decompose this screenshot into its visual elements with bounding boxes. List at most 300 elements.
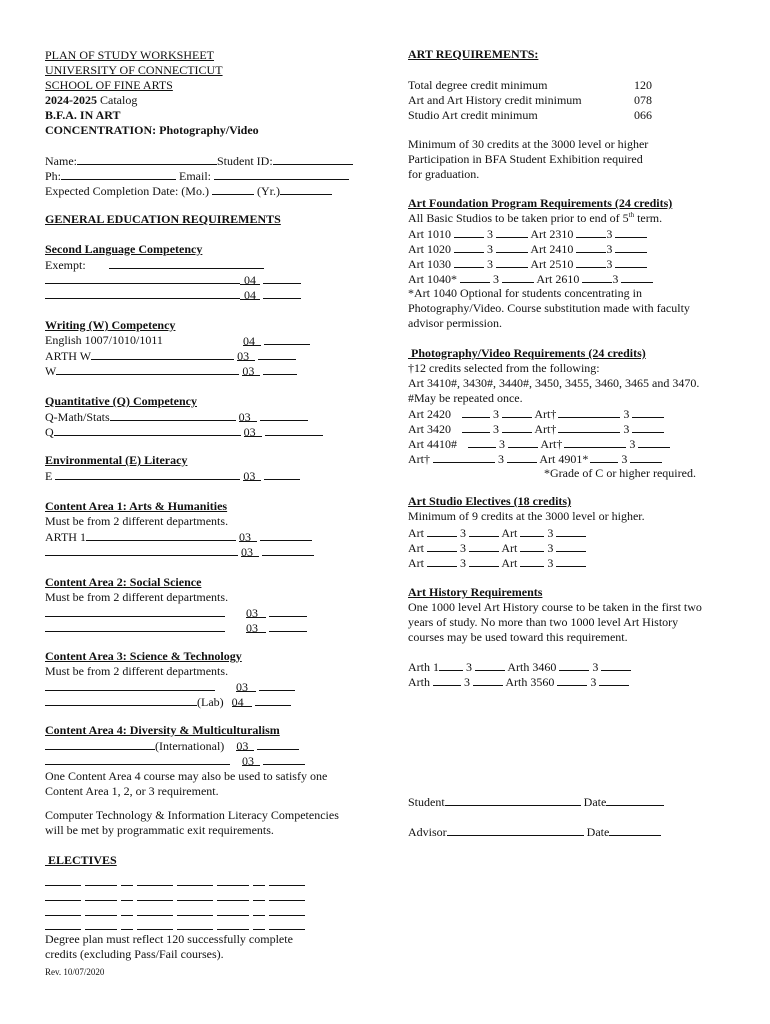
w-field[interactable]	[56, 363, 239, 375]
ca1-field-1[interactable]	[86, 529, 236, 541]
photo-row	[408, 421, 664, 437]
photo-credit-right: 3	[623, 407, 630, 421]
arth3560-grade[interactable]	[599, 674, 629, 686]
arth-grade[interactable]	[473, 674, 503, 686]
q-label: Q	[45, 425, 54, 439]
w-row	[45, 363, 297, 379]
foundation-course-right: Art 2310	[530, 227, 574, 241]
student-date-label: Date	[583, 795, 607, 809]
ca1-grade-1[interactable]	[260, 529, 312, 541]
art-req-value: 066	[634, 108, 652, 122]
studio-grade-right[interactable]	[556, 525, 586, 537]
foundation-row	[408, 226, 647, 242]
history-note-1: One 1000 level Art History course to be taken in the first two	[408, 600, 702, 614]
foundation-row	[408, 256, 647, 272]
elective-field[interactable]	[217, 874, 249, 886]
photo-course-left: Art 3420	[408, 422, 451, 436]
phone-field[interactable]	[61, 168, 176, 180]
name-label: Name:	[45, 154, 77, 168]
elective-field[interactable]	[137, 904, 173, 916]
completion-label: Expected Completion Date: (Mo.)	[45, 184, 209, 198]
photo-course-right: Art†	[534, 407, 557, 421]
degree: B.F.A. IN ART	[45, 108, 121, 122]
photo-line-1: †12 credits selected from the following:	[408, 361, 600, 375]
ca1-title: Content Area 1: Arts & Humanities	[45, 499, 228, 513]
foundation-grade-right[interactable]	[615, 226, 647, 238]
studio-note: Minimum of 9 credits at the 3000 level or higher.	[408, 509, 645, 523]
studio-grade-left[interactable]	[469, 540, 499, 552]
lang-row-2	[45, 287, 301, 303]
photo-grade-left[interactable]	[507, 451, 537, 463]
elective-field[interactable]	[137, 874, 173, 886]
writing-credit-1	[243, 333, 310, 349]
gen-ed-title: GENERAL EDUCATION REQUIREMENTS	[45, 212, 281, 226]
photo-credit-left: 3	[498, 452, 504, 466]
writing-c1: 04	[243, 334, 261, 346]
foundation-field-right[interactable]	[576, 226, 606, 238]
advisor-signature-field[interactable]	[447, 824, 584, 836]
photo-credit-left: 3	[499, 437, 505, 451]
ca2-field-1[interactable]	[45, 605, 225, 617]
qmath-row	[45, 409, 308, 425]
studio-art-label-right: Art	[501, 556, 518, 570]
photo-title	[408, 346, 646, 361]
elective-field[interactable]	[121, 918, 133, 930]
w-label: W	[45, 364, 57, 378]
foundation-credit-left: 3	[493, 272, 499, 286]
min-note-3: for graduation.	[408, 167, 480, 181]
ca2-row-2	[45, 620, 307, 636]
history-note-3: courses may be used toward this requirement.	[408, 630, 628, 644]
ca4-c2: 03	[242, 754, 260, 766]
studio-credit-left: 3	[460, 526, 466, 540]
studio-grade-left[interactable]	[469, 555, 499, 567]
e-field[interactable]	[55, 468, 240, 480]
elective-field[interactable]	[45, 918, 81, 930]
elective-field[interactable]	[177, 874, 213, 886]
exempt-label: Exempt:	[45, 258, 86, 272]
catalog-year: 2024-2025	[45, 93, 97, 107]
school-name: SCHOOL OF FINE ARTS	[45, 78, 173, 92]
foundation-title: Art Foundation Program Requirements (24 credits)	[408, 196, 673, 210]
ca3-c2: 04	[232, 695, 252, 707]
arthw-label: ARTH W	[45, 349, 92, 363]
studio-grade-right[interactable]	[556, 555, 586, 567]
electives-title-text: ELECTIVES	[48, 853, 117, 867]
foundation-field-right[interactable]	[582, 271, 612, 283]
ca1-grade-2[interactable]	[262, 544, 314, 556]
history-title: Art History Requirements	[408, 585, 543, 599]
arth1-label: Arth 1	[408, 660, 439, 674]
env-grade[interactable]	[264, 468, 300, 480]
elective-field[interactable]	[45, 874, 81, 886]
photo-course-left: Art†	[408, 452, 430, 466]
photo-row	[408, 406, 664, 422]
q-row	[45, 424, 323, 440]
history-row-1	[408, 659, 631, 675]
photo-course-right: Art 4901*	[539, 452, 589, 466]
elective-field[interactable]	[177, 918, 213, 930]
exempt-row	[45, 257, 264, 273]
arth1-grade[interactable]	[475, 659, 505, 671]
qmath-field[interactable]	[110, 409, 236, 421]
elective-field[interactable]	[45, 904, 81, 916]
foundation-course-left: Art 1040*	[408, 272, 457, 286]
foundation-course-left: Art 1030	[408, 257, 451, 271]
photo-credit-right: 3	[623, 422, 630, 436]
concentration: CONCENTRATION: Photography/Video	[45, 123, 259, 137]
elective-field[interactable]	[217, 889, 249, 901]
studio-title: Art Studio Electives (18 credits)	[408, 494, 572, 508]
elective-field[interactable]	[85, 904, 117, 916]
ca3-grade-1[interactable]	[259, 679, 295, 691]
photo-title-text: Photography/Video Requirements (24 credits)	[411, 346, 646, 360]
ca2-note: Must be from 2 different departments.	[45, 590, 229, 604]
writing-c3: 03	[242, 364, 260, 376]
elective-field[interactable]	[137, 918, 173, 930]
art-req-row: Art and Art History credit minimum	[408, 93, 582, 107]
university-name: UNIVERSITY OF CONNECTICUT	[45, 63, 223, 77]
studio-field-right[interactable]	[520, 555, 544, 567]
photo-field-left[interactable]	[468, 436, 496, 448]
quant-c2: 03	[244, 425, 262, 437]
ca4-note-2: Content Area 1, 2, or 3 requirement.	[45, 784, 219, 798]
studio-row	[408, 540, 586, 556]
ca2-title: Content Area 2: Social Science	[45, 575, 202, 589]
photo-field-right[interactable]	[558, 421, 620, 433]
advisor-date-field[interactable]	[609, 824, 661, 836]
quant-grade-2[interactable]	[265, 424, 323, 436]
arth3460-label: Arth 3460	[507, 660, 557, 674]
photo-field-right[interactable]	[558, 406, 620, 418]
advisor-label: Advisor	[408, 825, 447, 839]
foundation-grade-left[interactable]	[496, 256, 528, 268]
arth1-field[interactable]	[439, 659, 463, 671]
elective-field[interactable]	[121, 904, 133, 916]
elective-field[interactable]	[269, 918, 305, 930]
ca2-c2: 03	[246, 621, 266, 633]
foundation-field-left[interactable]	[454, 241, 484, 253]
lang-credit-2: 04	[240, 288, 260, 300]
photo-grade-right[interactable]	[632, 421, 664, 433]
ca1-c2: 03	[241, 545, 259, 557]
elective-field[interactable]	[217, 918, 249, 930]
e-row	[45, 468, 300, 484]
studio-field-right[interactable]	[520, 525, 544, 537]
elective-field[interactable]	[137, 889, 173, 901]
env-title: Environmental (E) Literacy	[45, 453, 188, 467]
revision-date: Rev. 10/07/2020	[45, 967, 105, 977]
art-req-value: 078	[634, 93, 652, 107]
ca4-row-2	[45, 753, 305, 769]
q-field[interactable]	[54, 424, 241, 436]
ca3-field-2[interactable]	[45, 694, 197, 706]
arthw-row	[45, 348, 296, 364]
env-c1: 03	[243, 469, 261, 481]
ca4-field-2[interactable]	[45, 753, 230, 765]
ca1-note: Must be from 2 different departments.	[45, 514, 229, 528]
second-language-title: Second Language Competency	[45, 242, 203, 256]
arth3460-credit: 3	[592, 660, 599, 674]
arth-field[interactable]	[433, 674, 461, 686]
student-id-field[interactable]	[273, 153, 353, 165]
exempt-field[interactable]	[109, 257, 264, 269]
student-label: Student	[408, 795, 445, 809]
ca1-arth-label: ARTH 1	[45, 530, 86, 544]
ca2-grade-2[interactable]	[269, 620, 307, 632]
advisor-date-label: Date	[586, 825, 610, 839]
writing-grade-3[interactable]	[263, 363, 297, 375]
foundation-fn-3: advisor permission.	[408, 316, 502, 330]
electives-title	[45, 853, 117, 868]
ca2-row-1	[45, 605, 307, 621]
photo-credit-left: 3	[493, 407, 499, 421]
ca1-c1: 03	[239, 530, 257, 542]
foundation-note-end: term.	[634, 211, 663, 225]
ca3-row-2	[45, 694, 291, 710]
ca3-grade-2[interactable]	[255, 694, 291, 706]
ca2-c1: 03	[246, 606, 266, 618]
lang-course-2[interactable]	[45, 287, 240, 299]
photo-row	[408, 436, 670, 452]
ca4-field-1[interactable]	[45, 738, 155, 750]
elective-field[interactable]	[121, 889, 133, 901]
student-signature-field[interactable]	[445, 794, 581, 806]
email-field[interactable]	[214, 168, 349, 180]
arthw-field[interactable]	[91, 348, 234, 360]
photo-grade-left[interactable]	[508, 436, 538, 448]
photo-field-left[interactable]	[433, 451, 495, 463]
elective-field[interactable]	[253, 918, 265, 930]
quant-grade-1[interactable]	[260, 409, 308, 421]
foundation-field-left[interactable]	[454, 256, 484, 268]
photo-field-right[interactable]	[564, 436, 626, 448]
foundation-fn-2: Photography/Video. Course substitution made with faculty	[408, 301, 690, 315]
foundation-grade-left[interactable]	[496, 241, 528, 253]
lab-label: (Lab)	[197, 695, 224, 709]
completion-row	[45, 183, 332, 199]
elective-field[interactable]	[177, 889, 213, 901]
year-label: (Yr.)	[256, 184, 280, 198]
photo-field-right[interactable]	[590, 451, 618, 463]
foundation-fn-1: *Art 1040 Optional for students concentrating in	[408, 286, 642, 300]
comp-note-2: will be met by programmatic exit requirements.	[45, 823, 274, 837]
studio-row	[408, 525, 586, 541]
arth1-credit: 3	[466, 660, 472, 674]
photo-grade-left[interactable]	[502, 406, 532, 418]
foundation-course-right: Art 2610	[536, 272, 580, 286]
photo-field-left[interactable]	[462, 406, 490, 418]
foundation-grade-left[interactable]	[502, 271, 534, 283]
ca4-grade-1[interactable]	[257, 738, 299, 750]
elective-field[interactable]	[217, 904, 249, 916]
studio-credit-left: 3	[460, 556, 466, 570]
foundation-row	[408, 271, 653, 287]
month-field[interactable]	[212, 183, 254, 195]
catalog-word: Catalog	[100, 93, 138, 107]
photo-course-left: Art 4410#	[408, 437, 457, 451]
ca4-note-1: One Content Area 4 course may also be used to satisfy one	[45, 769, 328, 783]
studio-credit-left: 3	[460, 541, 466, 555]
arth3560-credit: 3	[590, 675, 597, 689]
photo-grade-right[interactable]	[638, 436, 670, 448]
arth3560-field[interactable]	[557, 674, 587, 686]
foundation-note-text: All Basic Studios to be taken prior to end of 5	[408, 211, 629, 225]
photo-grade-right[interactable]	[630, 451, 662, 463]
ca3-note: Must be from 2 different departments.	[45, 664, 229, 678]
foundation-note	[408, 211, 662, 226]
foundation-grade-right[interactable]	[615, 256, 647, 268]
studio-credit-right: 3	[547, 526, 554, 540]
ca3-row-1	[45, 679, 295, 695]
arth-label: Arth	[408, 675, 430, 689]
studio-art-label-left: Art	[408, 526, 424, 540]
photo-grade-right[interactable]	[632, 406, 664, 418]
foundation-course-left: Art 1020	[408, 242, 451, 256]
photo-credit-right: 3	[629, 437, 636, 451]
catalog-line	[45, 93, 137, 108]
elective-field[interactable]	[269, 889, 305, 901]
min-note-1: Minimum of 30 credits at the 3000 level or higher	[408, 137, 649, 151]
student-id-label: Student ID:	[217, 154, 273, 168]
photo-line-2: Art 3410#, 3430#, 3440#, 3450, 3455, 3460, 3465 and 3470.	[408, 376, 700, 390]
grade-note: *Grade of C or higher required.	[544, 466, 696, 480]
student-signature-row	[408, 794, 664, 810]
elective-row	[45, 874, 305, 890]
foundation-credit-right: 3	[606, 227, 613, 241]
lang-row-1	[45, 272, 301, 288]
lang-grade-2[interactable]	[263, 287, 301, 299]
studio-art-label-right: Art	[501, 541, 518, 555]
photo-grade-left[interactable]	[502, 421, 532, 433]
writing-title: Writing (W) Competency	[45, 318, 176, 332]
foundation-grade-right[interactable]	[615, 241, 647, 253]
studio-art-label-right: Art	[501, 526, 518, 540]
student-date-field[interactable]	[606, 794, 664, 806]
elective-field[interactable]	[253, 874, 265, 886]
foundation-field-right[interactable]	[576, 256, 606, 268]
elective-field[interactable]	[45, 889, 81, 901]
ca4-grade-2[interactable]	[263, 753, 305, 765]
arth3460-field[interactable]	[559, 659, 589, 671]
elective-field[interactable]	[269, 904, 305, 916]
ca1-field-2[interactable]	[45, 544, 238, 556]
quant-title: Quantitative (Q) Competency	[45, 394, 197, 408]
history-note-2: years of study. No more than two 1000 level Art History	[408, 615, 679, 629]
art-req-row: Total degree credit minimum	[408, 78, 548, 92]
foundation-credit-right: 3	[606, 257, 613, 271]
elective-row	[45, 889, 305, 905]
min-note-2: Participation in BFA Student Exhibition required	[408, 152, 643, 166]
ca2-grade-1[interactable]	[269, 605, 307, 617]
ca1-row-2	[45, 544, 314, 560]
foundation-credit-right: 3	[606, 242, 613, 256]
foundation-credit-left: 3	[487, 242, 493, 256]
international-label: (International)	[155, 739, 225, 753]
studio-credit-right: 3	[547, 556, 554, 570]
studio-credit-right: 3	[547, 541, 554, 555]
art-req-value: 120	[634, 78, 652, 92]
studio-art-label-left: Art	[408, 556, 424, 570]
foundation-grade-left[interactable]	[496, 226, 528, 238]
foundation-row	[408, 241, 647, 257]
foundation-course-right: Art 2410	[530, 242, 574, 256]
history-row-2	[408, 674, 629, 690]
elective-field[interactable]	[121, 874, 133, 886]
studio-field-left[interactable]	[427, 525, 457, 537]
comp-note-1: Computer Technology & Information Literacy Competencies	[45, 808, 339, 822]
photo-course-right: Art†	[534, 422, 557, 436]
writing-grade-1[interactable]	[264, 333, 310, 345]
arth3560-label: Arth 3560	[505, 675, 555, 689]
photo-row	[408, 451, 662, 467]
foundation-field-left[interactable]	[454, 226, 484, 238]
elective-field[interactable]	[85, 918, 117, 930]
studio-row	[408, 555, 586, 571]
ca3-c1: 03	[236, 680, 256, 692]
year-field[interactable]	[280, 183, 332, 195]
photo-credit-right: 3	[621, 452, 628, 466]
studio-art-label-left: Art	[408, 541, 424, 555]
photo-course-right: Art†	[540, 437, 563, 451]
elective-field[interactable]	[85, 874, 117, 886]
studio-grade-left[interactable]	[469, 525, 499, 537]
qmath-label: Q-Math/Stats	[45, 410, 110, 424]
elective-field[interactable]	[253, 904, 265, 916]
studio-field-right[interactable]	[520, 540, 544, 552]
electives-note-1: Degree plan must reflect 120 successfully complete	[45, 932, 293, 946]
foundation-field-left[interactable]	[460, 271, 490, 283]
photo-field-left[interactable]	[462, 421, 490, 433]
lang-grade-1[interactable]	[263, 272, 301, 284]
ca4-row-1	[45, 738, 299, 754]
studio-field-left[interactable]	[427, 555, 457, 567]
writing-grade-2[interactable]	[258, 348, 296, 360]
art-req-row: Studio Art credit minimum	[408, 108, 538, 122]
foundation-field-right[interactable]	[576, 241, 606, 253]
foundation-note-sup: th	[628, 211, 635, 219]
foundation-grade-right[interactable]	[621, 271, 653, 283]
elective-field[interactable]	[253, 889, 265, 901]
name-field[interactable]	[77, 153, 217, 165]
ca3-field-1[interactable]	[45, 679, 215, 691]
contact-row	[45, 168, 349, 184]
elective-field[interactable]	[177, 904, 213, 916]
lang-course-1[interactable]	[45, 272, 240, 284]
studio-grade-right[interactable]	[556, 540, 586, 552]
ca2-field-2[interactable]	[45, 620, 225, 632]
ca4-c1: 03	[236, 739, 254, 751]
worksheet-title: PLAN OF STUDY WORKSHEET	[45, 48, 215, 62]
name-row	[45, 153, 353, 169]
arth-credit: 3	[464, 675, 470, 689]
ca3-title: Content Area 3: Science & Technology	[45, 649, 242, 663]
writing-c2: 03	[237, 349, 255, 361]
foundation-course-left: Art 1010	[408, 227, 451, 241]
foundation-credit-left: 3	[487, 257, 493, 271]
arth3460-grade[interactable]	[601, 659, 631, 671]
elective-field[interactable]	[269, 874, 305, 886]
photo-course-left: Art 2420	[408, 407, 451, 421]
phone-label: Ph:	[45, 169, 62, 183]
elective-field[interactable]	[85, 889, 117, 901]
email-label: Email:	[179, 169, 212, 183]
advisor-signature-row	[408, 824, 661, 840]
studio-field-left[interactable]	[427, 540, 457, 552]
english-label: English 1007/1010/1011	[45, 333, 163, 347]
e-label: E	[45, 469, 53, 483]
lang-credit-1: 04	[240, 273, 260, 285]
